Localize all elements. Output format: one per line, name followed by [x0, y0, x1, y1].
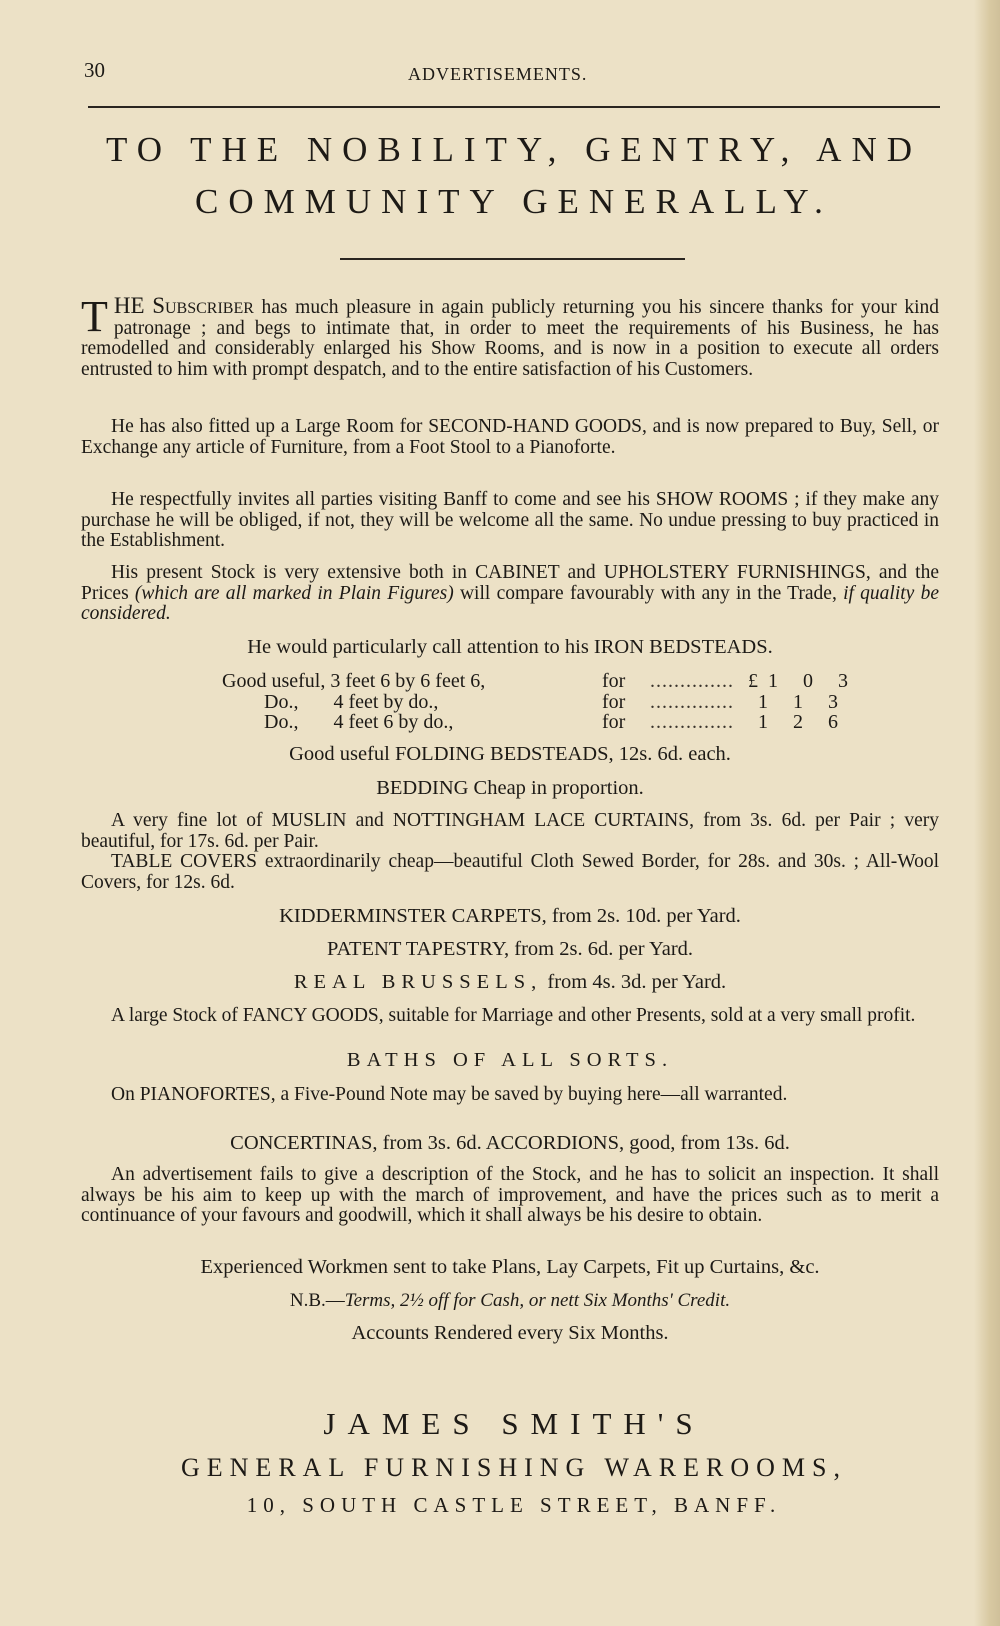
stock-text-2: will compare favourably with any in the Trade, — [453, 582, 844, 604]
table-covers-text: TABLE COVERS extraordinarily cheap—beautiful Cloth Sewed Border, for 28s. and 30s. ; All-Wool Covers, for 12s. 6d. — [81, 851, 939, 893]
closing-paragraph — [81, 1165, 939, 1227]
signature-name: JAMES SMITH'S — [323, 1406, 705, 1441]
stock-paragraph — [81, 563, 939, 625]
price-for: for — [602, 711, 626, 733]
stock-italic-2: if quality be considered. — [81, 582, 939, 624]
concertinas-line: CONCERTINAS, from 3s. 6d. ACCORDIONS, good, from 13s. 6d. — [230, 1132, 790, 1154]
table-covers-paragraph — [81, 852, 939, 893]
price-row — [222, 712, 848, 733]
curtains-text: A very fine lot of MUSLIN and NOTTINGHAM LACE CURTAINS, from 3s. 6d. per Pair ; very beautiful, for 17s. 6d. per Pair. — [81, 810, 939, 852]
stock-text-1: His present Stock is very extensive both in CABINET and UPHOLSTERY FURNISHINGS, and the Prices — [81, 562, 939, 604]
iron-bedsteads-note: He would particularly call attention to his IRON BEDSTEADS. — [247, 636, 773, 658]
price-row — [222, 670, 858, 692]
terms-text: Terms, 2½ off for Cash, or nett Six Months' Credit. — [344, 1290, 731, 1311]
curtains-paragraph — [81, 811, 939, 852]
show-rooms-text: He respectfully invites all parties visiting Banff to come and see his SHOW ROOMS ; if they make any purchase he will be obliged, if not, they will be welcome all the same. No undue pressing to buy practiced in the Establishment. — [81, 489, 939, 551]
price-list — [222, 670, 858, 733]
bedding-line: BEDDING Cheap in proportion. — [376, 777, 644, 799]
price-dots: .............. — [650, 671, 734, 692]
brussels-line — [81, 971, 939, 994]
price-desc: Good useful, 3 feet 6 by 6 feet 6, — [222, 670, 486, 692]
intro-text: has much pleasure in again publicly returning you his sincere thanks for your kind patronage ; and begs to intimate that, in order to meet the requirements of his Business, he has remodelled and considerably enlarged his Show Rooms, and is now in a position to execute all orders entrusted to him with prompt despatch, and to the entire satisfaction of his Customers. — [81, 297, 939, 380]
terms-prefix: N.B.— — [289, 1290, 345, 1311]
price-amount: 1 1 3 — [758, 690, 848, 713]
baths-line: BATHS OF ALL SORTS. — [346, 1049, 674, 1071]
show-rooms-paragraph — [81, 490, 939, 552]
price-amount: 1 2 6 — [758, 711, 848, 733]
pianofortes-text: On PIANOFORTES, a Five-Pound Note may be saved by buying here—all warranted. — [111, 1084, 788, 1105]
pianofortes-paragraph — [81, 1085, 939, 1106]
running-title: ADVERTISEMENTS. — [408, 64, 588, 84]
second-hand-paragraph — [81, 417, 939, 458]
workmen-line: Experienced Workmen sent to take Plans, Lay Carpets, Fit up Curtains, &c. — [200, 1256, 820, 1278]
headline-line2: COMMUNITY GENERALLY. — [195, 182, 833, 221]
accounts-line: Accounts Rendered every Six Months. — [351, 1322, 669, 1344]
price-dots: .............. — [650, 691, 734, 712]
fancy-goods-paragraph — [81, 1006, 939, 1027]
stock-italic-1: (which are all marked in Plain Figures) — [134, 582, 454, 604]
second-hand-text: He has also fitted up a Large Room for SECOND-HAND GOODS, and is now prepared to Buy, Sell, or Exchange any article of Furniture, from a Foot Stool to a Pianoforte. — [81, 416, 939, 458]
price-for: for — [602, 670, 626, 692]
page-number: 30 — [84, 58, 105, 82]
price-for: for — [602, 690, 626, 713]
page-edge — [974, 0, 1000, 1626]
kidderminster-line: KIDDERMINSTER CARPETS, from 2s. 10d. per Yard. — [279, 905, 741, 927]
intro-subscriber: Subscriber — [152, 293, 254, 318]
intro-lead: HE — [113, 293, 145, 318]
intro-paragraph — [81, 292, 939, 380]
terms-line — [81, 1290, 939, 1312]
brussels-label: REAL BRUSSELS, — [293, 971, 543, 993]
brussels-price: from 4s. 3d. per Yard. — [542, 971, 727, 993]
price-amount: £1 0 3 — [748, 670, 858, 692]
price-row — [222, 692, 848, 713]
top-rule — [88, 106, 940, 108]
headline-rule — [340, 258, 685, 260]
headline-line1: TO THE NOBILITY, GENTRY, AND — [105, 130, 923, 169]
price-dots: .............. — [650, 712, 734, 733]
fancy-goods-text: A large Stock of FANCY GOODS, suitable for Marriage and other Presents, sold at a very small profit. — [111, 1005, 916, 1026]
signature-business: GENERAL FURNISHING WAREROOMS, — [181, 1453, 847, 1482]
folding-bedsteads: Good useful FOLDING BEDSTEADS, 12s. 6d. each. — [289, 743, 731, 765]
price-desc: Do., 4 feet by do., — [264, 690, 439, 713]
signature-address: 10, SOUTH CASTLE STREET, BANFF. — [246, 1493, 782, 1517]
price-desc: Do., 4 feet 6 by do., — [264, 711, 454, 733]
closing-text: An advertisement fails to give a description of the Stock, and he has to solicit an inspection. It shall always be his aim to keep up with the march of improvement, and have the prices such as to merit a continuance of your favours and goodwill, which it shall always be his desire to obtain. — [81, 1164, 939, 1226]
tapestry-line: PATENT TAPESTRY, from 2s. 6d. per Yard. — [326, 938, 694, 960]
drop-cap: T — [81, 292, 108, 341]
